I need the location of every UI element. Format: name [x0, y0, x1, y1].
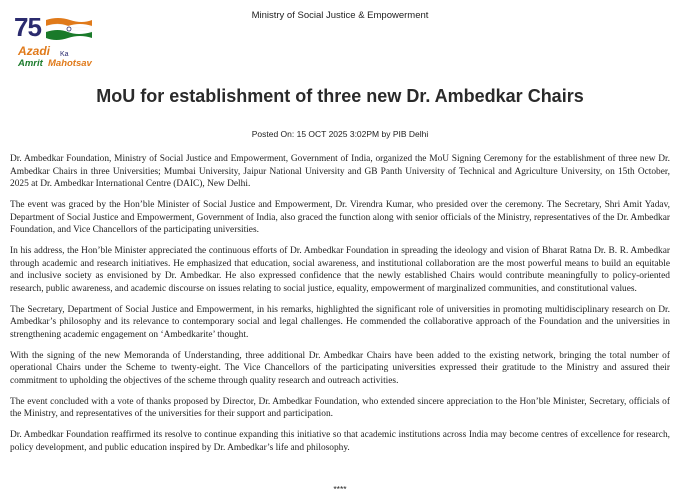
logo-amrit: Amrit [18, 58, 43, 69]
logo-mahotsav: Mahotsav [48, 58, 92, 69]
paragraph: The Secretary, Department of Social Justice and Empowerment, in his remarks, highlighted the significant role of universities in promoting multidisciplinary research on Dr. Ambedkar’s philosophy and its relevance to contemporary social and legal challenges. He commended the collaborative approach of the Foundation and the universities in strengthening academic engagement on ‘Ambedkarite’ thought. [10, 304, 670, 340]
paragraph: The event concluded with a vote of thanks proposed by Director, Dr. Ambedkar Foundation, who extended sincere appreciation to the Hon’ble Minister, Secretary, officials of the Ministry, and representatives of the universities for their support and participation. [10, 396, 670, 419]
paragraph: Dr. Ambedkar Foundation, Ministry of Social Justice and Empowerment, Government of India, organized the MoU Signing Ceremony for the establishment of three new Dr. Ambedkar Chairs in three Universities; Mumbai University, Jaipur National University and GB Panth University of Technical and Agriculture University, on 15th October, 2025 at Dr. Ambedkar International Centre (DAIC), New Delhi. [10, 154, 670, 189]
paragraph: Dr. Ambedkar Foundation reaffirmed its resolve to continue expanding this initiative so that academic institutions across India may become centres of excellence for research, policy development, and public education inspired by Dr. Ambedkar’s life and philosophy. [10, 430, 670, 453]
article-body [10, 153, 670, 463]
page-title: MoU for establishment of three new Dr. Ambedkar Chairs [96, 86, 584, 106]
posted-on: Posted On: 15 OCT 2025 3:02PM by PIB Delhi [251, 129, 429, 139]
end-mark: **** [333, 484, 347, 494]
logo-ka: Ka [60, 51, 69, 58]
paragraph: With the signing of the new Memoranda of Understanding, three additional Dr. Ambedkar Chairs have been added to the existing network, bringing the total number of operational Chairs under the Scheme to twenty-eight. The Vice Chancellors of the participating universities expressed their gratitude to the Ministry and assured their commitment to upholding the objectives of the scheme through quality research and outreach activities. [10, 350, 670, 386]
paragraph: In his address, the Hon’ble Minister appreciated the continuous efforts of Dr. Ambedkar Foundation in spreading the ideology and vision of Bharat Ratna Dr. B. R. Ambedkar through academic and research initiatives. He emphasized that education, social awareness, and institutional collaboration are the most powerful means to build an equitable and inclusive society as envisioned by Dr. Ambedkar. He also expressed confidence that the newly established Chairs would contribute meaningfully to policy-oriented research, public awareness, and academic discourse on issues relating to social justice, equality, empowerment of marginalized communities, and constitutional values. [10, 246, 670, 294]
logo-azadi: Azadi [18, 44, 51, 58]
flag-icon [46, 18, 92, 40]
logo-number: 75 [14, 12, 41, 42]
paragraph: The event was graced by the Hon’ble Minister of Social Justice and Empowerment, Dr. Virendra Kumar, who presided over the ceremony. The Secretary, Shri Amit Yadav, Department of Social Justice and Empowerment, Government of India, also graced the function along with senior officials of the Ministry, representatives of the Dr. Ambedkar Foundation, and Vice Chancellors of the participating universities. [10, 200, 670, 235]
azadi-ka-amrit-mahotsav-logo [10, 10, 100, 72]
ministry-header: Ministry of Social Justice & Empowerment [251, 10, 429, 21]
